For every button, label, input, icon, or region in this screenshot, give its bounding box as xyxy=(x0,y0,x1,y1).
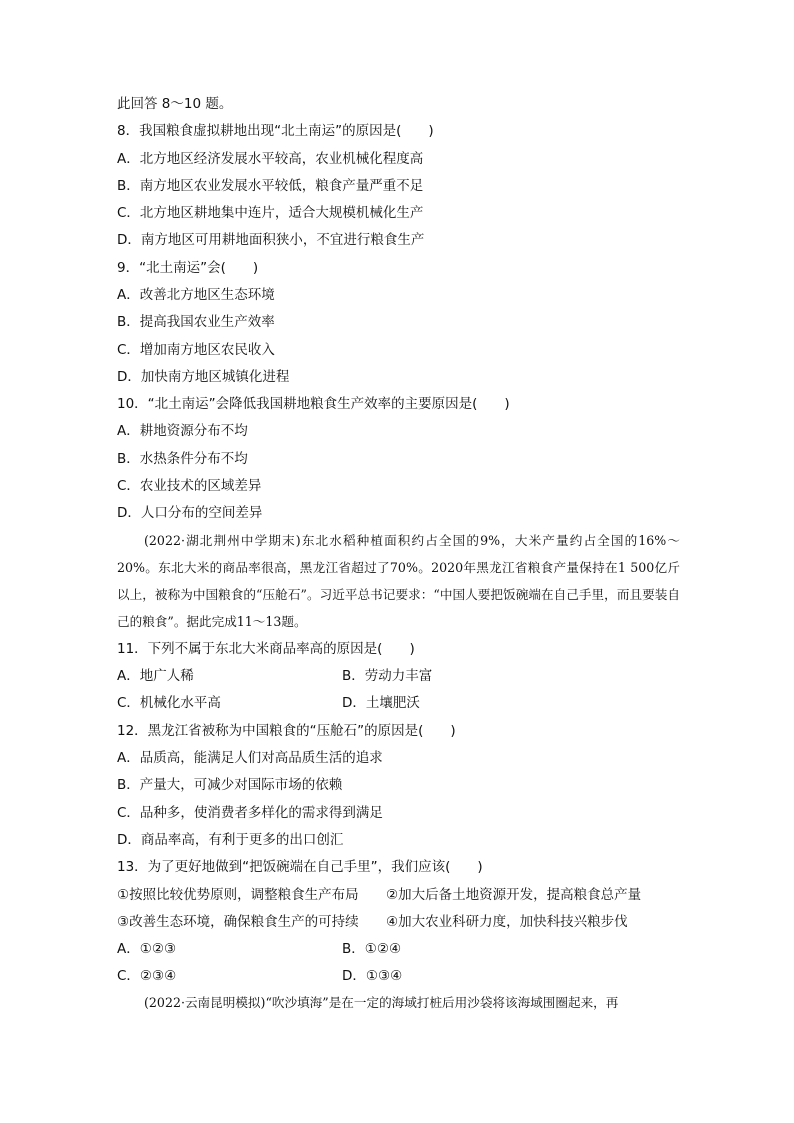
question-12-option-d: D．商品率高，有利于更多的出口创汇 xyxy=(117,832,344,848)
question-9-option-c: C．增加南方地区农民收入 xyxy=(117,342,275,358)
question-10-stem: 10．“北土南运”会降低我国耕地粮食生产效率的主要原因是( ) xyxy=(117,396,510,412)
question-9-option-d: D．加快南方地区城镇化进程 xyxy=(117,369,290,385)
intro-tail: 此回答 8～10 题。 xyxy=(117,96,233,112)
question-13-option-d: D．①③④ xyxy=(342,968,403,984)
question-10-option-b: B．水热条件分布不均 xyxy=(117,451,248,467)
reading-passage-next: (2022·云南昆明模拟)“吹沙填海”是在一定的海域打桩后用沙袋将该海域围圈起来，再 xyxy=(144,995,619,1010)
question-9-option-a: A．改善北方地区生态环境 xyxy=(117,287,275,303)
question-11-option-d: D．土壤肥沃 xyxy=(342,695,420,711)
question-10-option-a: A．耕地资源分布不均 xyxy=(117,423,248,439)
question-8-option-c: C．北方地区耕地集中连片，适合大规模机械化生产 xyxy=(117,205,424,221)
question-11-option-b: B．劳动力丰富 xyxy=(342,668,433,684)
question-11-option-c: C．机械化水平高 xyxy=(117,695,221,711)
question-8-stem: 8．我国粮食虚拟耕地出现“北土南运”的原因是( ) xyxy=(117,123,434,139)
question-9-stem: 9．“北土南运”会( ) xyxy=(117,260,259,276)
question-10-option-c: C．农业技术的区域差异 xyxy=(117,478,262,494)
question-8-option-a: A．北方地区经济发展水平较高，农业机械化程度高 xyxy=(117,151,424,167)
question-10-option-d: D．人口分布的空间差异 xyxy=(117,505,263,521)
question-13-statement-1: ①按照比较优势原则，调整粮食生产布局 xyxy=(117,887,359,903)
question-8-option-d: D．南方地区可用耕地面积狭小，不宜进行粮食生产 xyxy=(117,232,425,248)
question-12-option-a: A．品质高，能满足人们对高品质生活的追求 xyxy=(117,750,383,766)
question-12-option-b: B．产量大，可减少对国际市场的依赖 xyxy=(117,777,343,793)
question-13-statement-3: ③改善生态环境，确保粮食生产的可持续 xyxy=(117,914,359,930)
question-13-option-c: C．②③④ xyxy=(117,968,177,984)
question-11-stem: 11．下列不属于东北大米商品率高的原因是( ) xyxy=(117,641,415,657)
question-13-statement-2: ②加大后备土地资源开发，提高粮食总产量 xyxy=(386,887,642,903)
question-12-stem: 12．黑龙江省被称为中国粮食的“压舱石”的原因是( ) xyxy=(117,723,456,739)
question-13-option-a: A．①②③ xyxy=(117,941,177,957)
question-11-option-a: A．地广人稀 xyxy=(117,668,194,684)
question-9-option-b: B．提高我国农业生产效率 xyxy=(117,314,275,330)
question-13-stem: 13．为了更好地做到“把饭碗端在自己手里”，我们应该( ) xyxy=(117,859,483,875)
reading-passage-11-13: (2022·湖北荆州中学期末)东北水稻种植面积约占全国的9%，大米产量约占全国的16%～20%。东北大米的商品率很高，黑龙江省超过了70%。2020年黑龙江省粮食产量保持在1 500亿斤以上，被称为中国粮食的“压舱石”。习近平总书记要求：“中国人要把饭碗端在自己手里，而且要装自己的粮食”。据此完成11～13题。 xyxy=(117,533,680,629)
question-12-option-c: C．品种多，使消费者多样化的需求得到满足 xyxy=(117,805,383,821)
question-13-option-b: B．①②④ xyxy=(342,941,402,957)
question-13-statement-4: ④加大农业科研力度，加快科技兴粮步伐 xyxy=(386,914,628,930)
question-8-option-b: B．南方地区农业发展水平较低，粮食产量严重不足 xyxy=(117,178,424,194)
